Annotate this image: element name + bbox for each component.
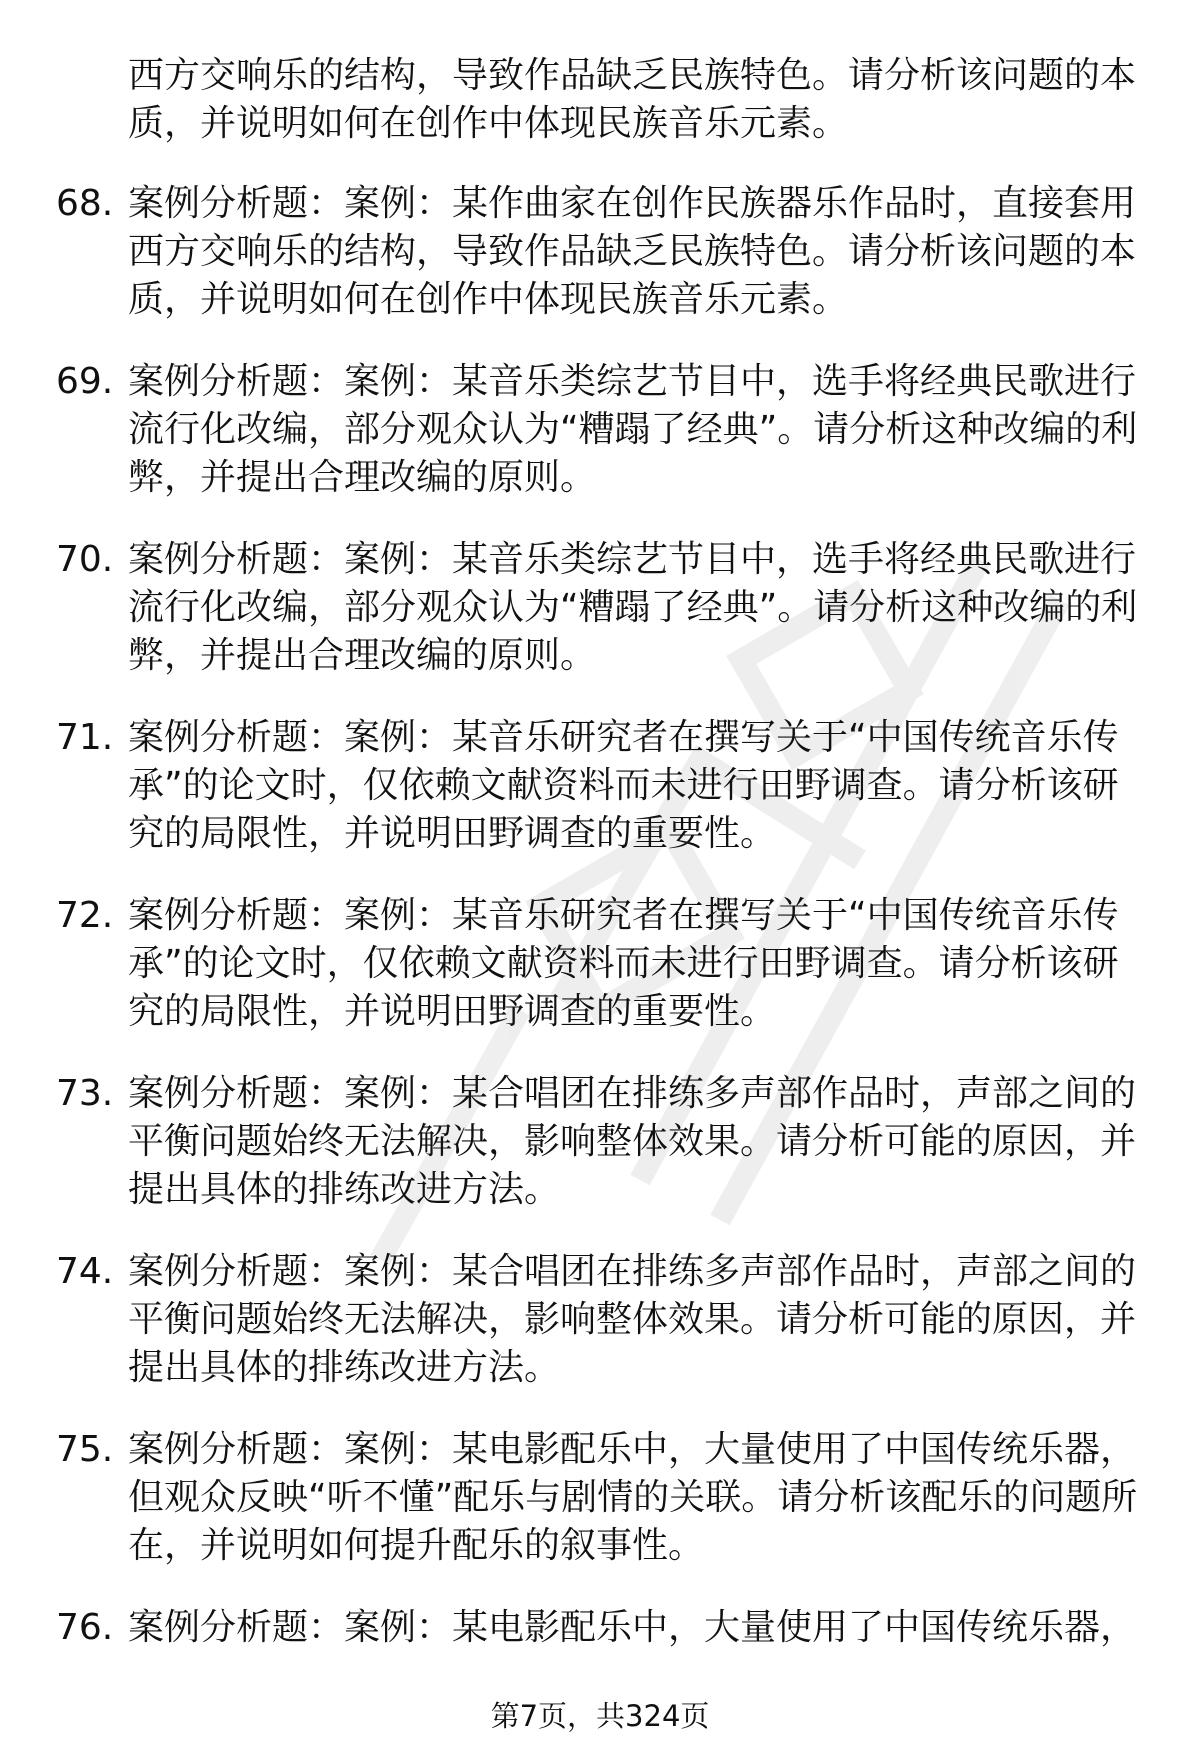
question-text: 案例分析题：案例：某电影配乐中，大量使用了中国传统乐器，但观众反映“听不懂”配乐与剧情的关联。请分析该配乐的问题所在，并说明如何提升配乐的叙事性。 — [128, 1429, 1138, 1566]
question-item-68 — [0, 180, 1200, 324]
question-number: 71. — [56, 717, 114, 758]
question-number: 70. — [56, 539, 114, 580]
question-item-70 — [0, 536, 1200, 680]
question-item-74 — [0, 1248, 1200, 1392]
question-list — [0, 52, 1200, 1686]
question-number: 72. — [56, 895, 114, 936]
question-item-71 — [0, 714, 1200, 858]
question-number: 74. — [56, 1251, 114, 1292]
page-number-footer: 第7页，共324页 — [490, 1699, 710, 1733]
question-item-69 — [0, 358, 1200, 502]
question-text: 案例分析题：案例：某电影配乐中，大量使用了中国传统乐器， — [128, 1607, 1137, 1648]
question-item-continued — [0, 52, 1200, 148]
question-text: 案例分析题：案例：某音乐类综艺节目中，选手将经典民歌进行流行化改编，部分观众认为“糟蹋了经典”。请分析这种改编的利弊，并提出合理改编的原则。 — [128, 539, 1138, 676]
question-number: 69. — [56, 361, 114, 402]
question-text: 案例分析题：案例：某音乐类综艺节目中，选手将经典民歌进行流行化改编，部分观众认为“糟蹋了经典”。请分析这种改编的利弊，并提出合理改编的原则。 — [128, 361, 1138, 498]
question-item-75 — [0, 1426, 1200, 1570]
question-text: 案例分析题：案例：某音乐研究者在撰写关于“中国传统音乐传承”的论文时，仅依赖文献资料而未进行田野调查。请分析该研究的局限性，并说明田野调查的重要性。 — [128, 717, 1119, 854]
question-item-73 — [0, 1070, 1200, 1214]
question-item-72 — [0, 892, 1200, 1036]
question-number: 76. — [56, 1607, 114, 1648]
question-number: 68. — [56, 183, 114, 224]
question-item-76 — [0, 1604, 1200, 1652]
question-text: 案例分析题：案例：某音乐研究者在撰写关于“中国传统音乐传承”的论文时，仅依赖文献资料而未进行田野调查。请分析该研究的局限性，并说明田野调查的重要性。 — [128, 895, 1119, 1032]
question-number: 75. — [56, 1429, 114, 1470]
question-text: 案例分析题：案例：某合唱团在排练多声部作品时，声部之间的平衡问题始终无法解决，影响整体效果。请分析可能的原因，并提出具体的排练改进方法。 — [128, 1073, 1137, 1210]
question-text: 案例分析题：案例：某作曲家在创作民族器乐作品时，直接套用西方交响乐的结构，导致作品缺乏民族特色。请分析该问题的本质，并说明如何在创作中体现民族音乐元素。 — [128, 183, 1137, 320]
question-number: 73. — [56, 1073, 114, 1114]
question-text: 案例分析题：案例：某合唱团在排练多声部作品时，声部之间的平衡问题始终无法解决，影响整体效果。请分析可能的原因，并提出具体的排练改进方法。 — [128, 1251, 1137, 1388]
question-text: 西方交响乐的结构，导致作品缺乏民族特色。请分析该问题的本质，并说明如何在创作中体现民族音乐元素。 — [128, 55, 1137, 144]
